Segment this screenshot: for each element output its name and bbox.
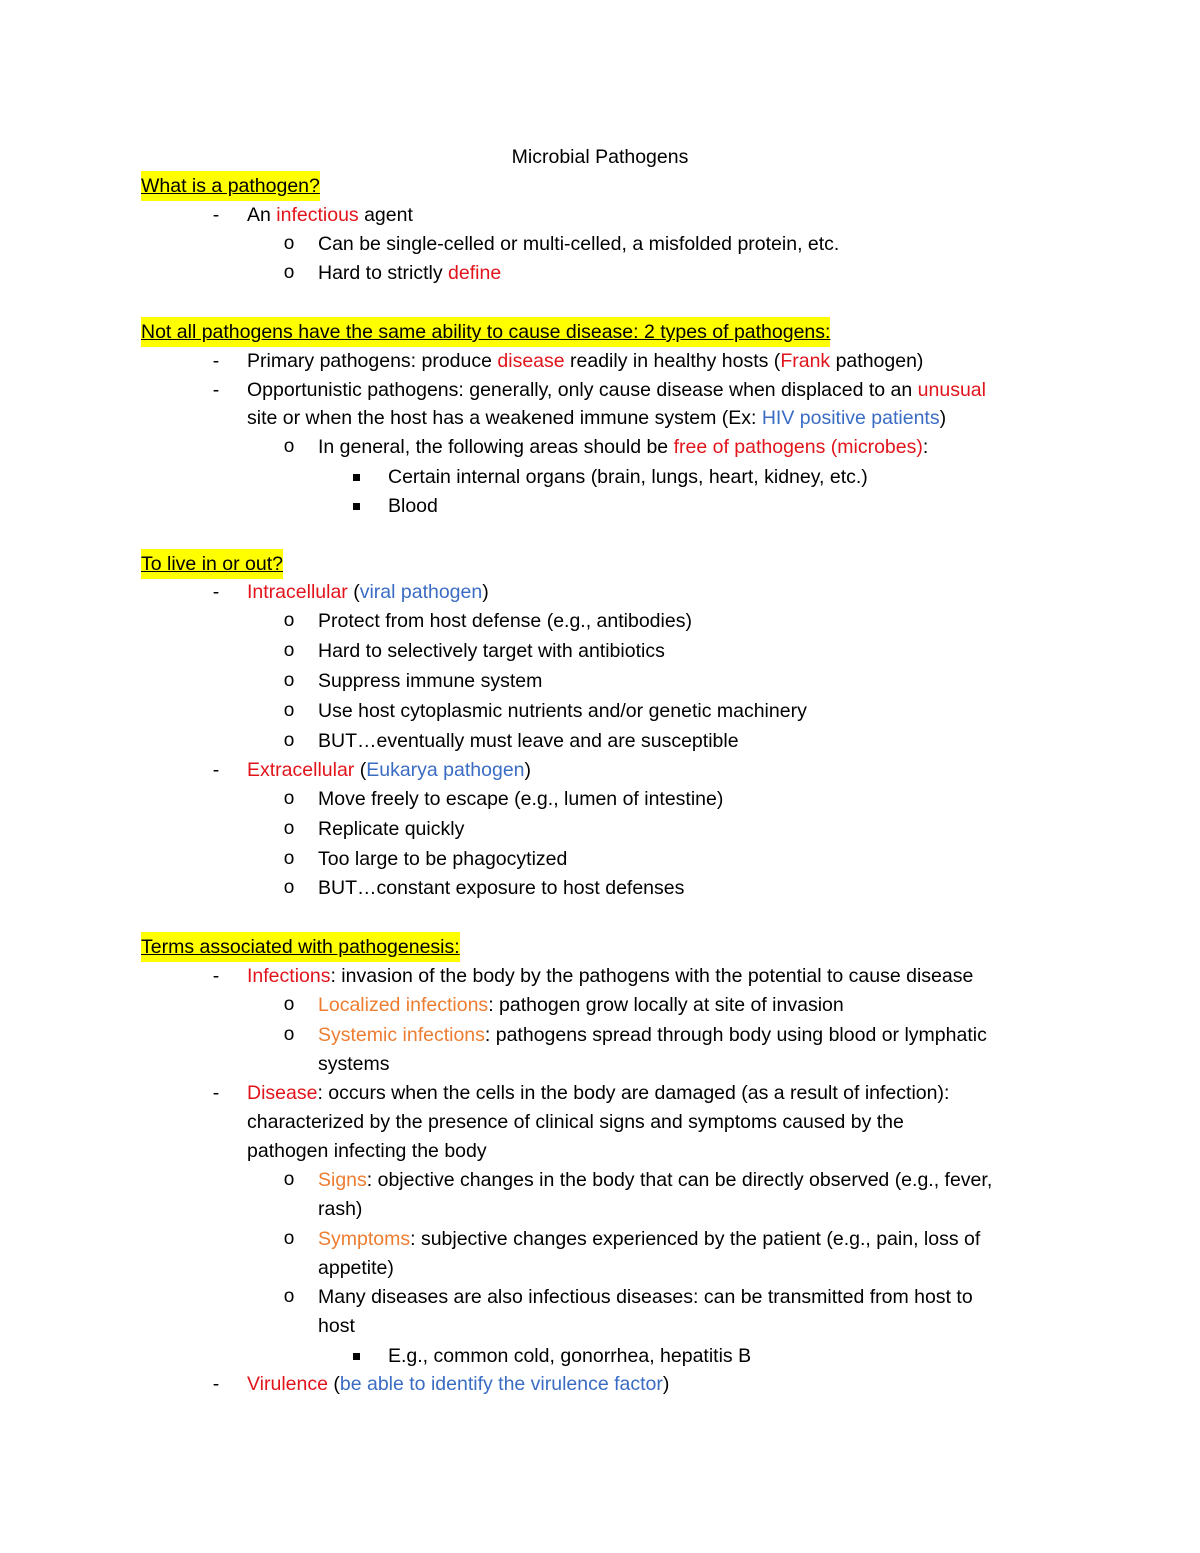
- list-item: o Too large to be phagocytized: [0, 844, 1200, 874]
- circle-bullet: o: [283, 1286, 295, 1307]
- page-title: Microbial Pathogens: [511, 146, 689, 168]
- list-item-continuation: site or when the host has a weakened immune system (Ex: HIV positive patients): [247, 407, 947, 429]
- list-item: o Many diseases are also infectious diseases: can be transmitted from host to: [0, 1282, 1200, 1312]
- section-heading-live-in-or-out: To live in or out?: [0, 549, 1200, 579]
- dash-bullet: -: [212, 350, 220, 372]
- section-heading-pathogen-types: Not all pathogens have the same ability to cause disease: 2 types of pathogens:: [0, 317, 1200, 347]
- circle-bullet: o: [283, 877, 295, 898]
- list-item-continuation: rash): [318, 1198, 363, 1220]
- dash-bullet: -: [212, 581, 220, 603]
- list-item: o Systemic infections: pathogens spread through body using blood or lymphatic: [0, 1020, 1200, 1050]
- circle-bullet: o: [283, 1024, 295, 1045]
- list-item: - Primary pathogens: produce disease readily in healthy hosts (Frank pathogen): [0, 346, 1200, 376]
- list-item: o Suppress immune system: [0, 666, 1200, 696]
- list-item-continuation: appetite): [318, 1257, 394, 1279]
- circle-bullet: o: [283, 848, 295, 869]
- list-item: o Hard to selectively target with antibiotics: [0, 636, 1200, 666]
- list-item: o Localized infections: pathogen grow locally at site of invasion: [0, 990, 1200, 1020]
- circle-bullet: o: [283, 436, 295, 457]
- circle-bullet: o: [283, 788, 295, 809]
- list-item: o BUT…eventually must leave and are susceptible: [0, 726, 1200, 756]
- circle-bullet: o: [283, 233, 295, 254]
- list-item: Certain internal organs (brain, lungs, heart, kidney, etc.): [0, 462, 1200, 492]
- list-item: - Intracellular (viral pathogen): [0, 577, 1200, 607]
- circle-bullet: o: [283, 994, 295, 1015]
- dash-bullet: -: [212, 204, 220, 226]
- list-item: E.g., common cold, gonorrhea, hepatitis B: [0, 1341, 1200, 1371]
- list-item: o Symptoms: subjective changes experienced by the patient (e.g., pain, loss of: [0, 1224, 1200, 1254]
- list-item: - Infections: invasion of the body by the pathogens with the potential to cause disease: [0, 961, 1200, 991]
- circle-bullet: o: [283, 640, 295, 661]
- circle-bullet: o: [283, 1169, 295, 1190]
- dash-bullet: -: [212, 1373, 220, 1395]
- list-item: o In general, the following areas should be free of pathogens (microbes):: [0, 432, 1200, 462]
- list-item: - Opportunistic pathogens: generally, only cause disease when displaced to an unusual: [0, 375, 1200, 405]
- list-item: Blood: [0, 491, 1200, 521]
- list-item: - An infectious agent: [0, 200, 1200, 230]
- list-item-continuation: characterized by the presence of clinical signs and symptoms caused by the: [247, 1111, 904, 1133]
- list-item: o Signs: objective changes in the body that can be directly observed (e.g., fever,: [0, 1165, 1200, 1195]
- list-item: o Can be single-celled or multi-celled, a misfolded protein, etc.: [0, 229, 1200, 259]
- dash-bullet: -: [212, 1082, 220, 1104]
- list-item: - Disease: occurs when the cells in the body are damaged (as a result of infection):: [0, 1078, 1200, 1108]
- list-item: o Protect from host defense (e.g., antibodies): [0, 606, 1200, 636]
- dash-bullet: -: [212, 379, 220, 401]
- list-item-continuation: host: [318, 1315, 355, 1337]
- list-item: - Extracellular (Eukarya pathogen): [0, 755, 1200, 785]
- circle-bullet: o: [283, 700, 295, 721]
- square-bullet-icon: [353, 1353, 360, 1360]
- list-item: o Replicate quickly: [0, 814, 1200, 844]
- square-bullet-icon: [353, 474, 360, 481]
- circle-bullet: o: [283, 730, 295, 751]
- list-item: o BUT…constant exposure to host defenses: [0, 873, 1200, 903]
- section-heading-what-is-pathogen: What is a pathogen?: [0, 171, 1200, 201]
- dash-bullet: -: [212, 965, 220, 987]
- circle-bullet: o: [283, 610, 295, 631]
- section-heading-pathogenesis-terms: Terms associated with pathogenesis:: [0, 932, 1200, 962]
- circle-bullet: o: [283, 262, 295, 283]
- list-item: - Virulence (be able to identify the virulence factor): [0, 1369, 1200, 1399]
- dash-bullet: -: [212, 759, 220, 781]
- circle-bullet: o: [283, 1228, 295, 1249]
- circle-bullet: o: [283, 670, 295, 691]
- square-bullet-icon: [353, 503, 360, 510]
- circle-bullet: o: [283, 818, 295, 839]
- list-item: o Hard to strictly define: [0, 258, 1200, 288]
- list-item-continuation: pathogen infecting the body: [247, 1140, 487, 1162]
- list-item: o Move freely to escape (e.g., lumen of intestine): [0, 784, 1200, 814]
- list-item-continuation: systems: [318, 1053, 390, 1075]
- list-item: o Use host cytoplasmic nutrients and/or genetic machinery: [0, 696, 1200, 726]
